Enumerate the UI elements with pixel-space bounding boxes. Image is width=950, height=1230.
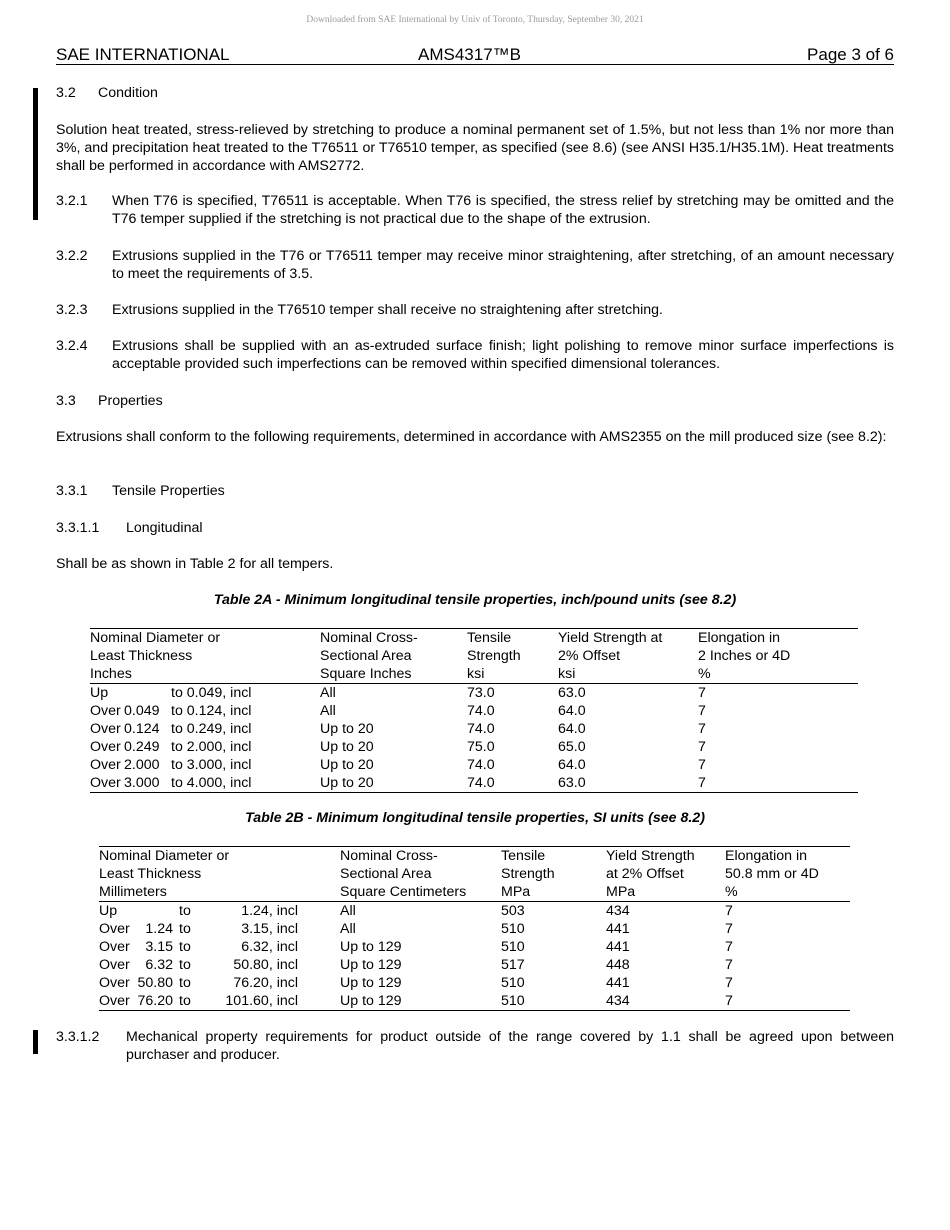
range-prefix: Over [90, 721, 121, 737]
cell-size-range [99, 938, 340, 956]
range-from: 0.249 [124, 739, 160, 755]
range-to: 50.80, incl [233, 957, 298, 973]
range-prefix: Over [99, 921, 130, 937]
column-header: ksi [558, 665, 698, 684]
cell-elongation: 7 [698, 739, 706, 755]
section-3-3-1-1-heading [56, 519, 894, 537]
page-header [56, 45, 894, 65]
column-header: Sectional Area [320, 648, 412, 664]
range-to-word: to [179, 957, 191, 973]
cell-elongation: 7 [725, 903, 733, 919]
column-header: ksi [467, 665, 558, 684]
cell-area: All [340, 921, 356, 937]
table-row [99, 992, 850, 1011]
section-title: Properties [98, 393, 163, 409]
range-from: 6.32 [145, 957, 173, 973]
range-to: 76.20, incl [233, 975, 298, 991]
range-from: 2.000 [124, 757, 160, 773]
range-prefix: Over [99, 975, 130, 991]
table-row [99, 938, 850, 956]
table-2b [99, 846, 850, 1011]
cell-elongation: 7 [725, 921, 733, 937]
cell-size-range [99, 974, 340, 992]
cell-area: Up to 20 [320, 757, 374, 773]
table-row [90, 684, 858, 703]
range-to: 1.24, incl [241, 903, 298, 919]
table-row [99, 974, 850, 992]
size-range [99, 938, 298, 956]
table-row [90, 756, 858, 774]
size-range [99, 992, 298, 1010]
range-prefix: Over [90, 739, 121, 755]
range-to: 101.60, incl [225, 993, 298, 1009]
range-from: 0.049 [124, 703, 160, 719]
section-number: 3.3.1.2 [56, 1029, 100, 1045]
column-header: Elongation in [725, 847, 850, 866]
cell-size-range [90, 684, 320, 703]
range-to: 6.32, incl [241, 939, 298, 955]
cell-elongation: 7 [725, 975, 733, 991]
table-row [90, 702, 858, 720]
size-range [90, 774, 251, 792]
section-3-2-2 [56, 247, 894, 283]
cell-size-range [99, 992, 340, 1011]
column-header: Nominal Cross- [320, 629, 467, 648]
cell-elongation: 7 [698, 774, 858, 793]
cell-tensile: 74.0 [467, 774, 558, 793]
cell-tensile: 517 [501, 957, 525, 973]
section-number: 3.3 [56, 393, 76, 409]
cell-area: Up to 20 [320, 721, 374, 737]
cell-size-range [99, 902, 340, 921]
cell-tensile: 74.0 [467, 721, 495, 737]
range-prefix: Over [99, 939, 130, 955]
section-number: 3.2.3 [56, 302, 88, 318]
cell-elongation: 7 [725, 957, 733, 973]
cell-tensile: 510 [501, 939, 525, 955]
cell-elongation: 7 [698, 757, 706, 773]
cell-yield: 65.0 [558, 739, 586, 755]
size-range [99, 902, 298, 920]
column-header: % [725, 883, 850, 902]
column-header: 50.8 mm or 4D [725, 866, 819, 882]
cell-area: Up to 129 [340, 939, 402, 955]
range-to-word: to [179, 921, 191, 937]
section-title: Condition [98, 85, 158, 101]
section-3-3-heading [56, 392, 894, 410]
section-3-2-4 [56, 337, 894, 373]
column-header: Least Thickness [99, 866, 202, 882]
header-doc-number: AMS4317™B [418, 45, 521, 64]
cell-size-range [99, 920, 340, 938]
cell-yield: 63.0 [558, 774, 698, 793]
range-prefix: Over [90, 703, 121, 719]
column-header: Square Inches [320, 665, 467, 684]
cell-area: Up to 20 [320, 739, 374, 755]
cell-size-range [90, 720, 320, 738]
column-header: Elongation in [698, 629, 858, 648]
download-notice: Downloaded from SAE International by Univ of Toronto, Thursday, September 30, 2021 [306, 15, 644, 25]
range-to: to 3.000, incl [171, 757, 252, 773]
column-header: Strength [501, 866, 555, 882]
column-header: Nominal Diameter or [90, 629, 320, 648]
section-number: 3.3.1.1 [56, 520, 100, 536]
cell-tensile: 74.0 [467, 757, 495, 773]
cell-area: All [320, 703, 336, 719]
range-to-word: to [179, 903, 191, 919]
column-header: Millimeters [99, 883, 340, 902]
cell-yield: 441 [606, 975, 630, 991]
range-to: 3.15, incl [241, 921, 298, 937]
section-title: Longitudinal [126, 520, 203, 536]
column-header: Tensile [467, 629, 558, 648]
column-header: Yield Strength at [558, 629, 698, 648]
size-range [90, 738, 251, 756]
cell-tensile: 510 [501, 992, 606, 1011]
cell-elongation: 7 [698, 721, 706, 737]
cell-yield: 441 [606, 939, 630, 955]
column-header: % [698, 665, 858, 684]
section-3-3-1-2 [56, 1028, 894, 1064]
table-row [99, 920, 850, 938]
cell-tensile: 503 [501, 903, 525, 919]
size-range [90, 684, 251, 702]
range-prefix: Up [90, 685, 109, 701]
cell-area: All [340, 903, 356, 919]
revision-bar [33, 88, 38, 220]
size-range [99, 974, 298, 992]
range-to-word: to [179, 993, 191, 1009]
range-to: to 0.249, incl [171, 721, 252, 737]
section-text: Extrusions supplied in the T76510 temper shall receive no straightening after stretching. [112, 302, 663, 318]
range-to-word: to [179, 975, 191, 991]
section-text: Extrusions supplied in the T76 or T76511 temper may receive minor straightening, after stretching, of an amount necessary to meet the requirements of 3.5. [112, 248, 894, 282]
cell-yield: 434 [606, 992, 725, 1011]
cell-elongation: 7 [725, 992, 850, 1011]
range-prefix: Over [99, 993, 130, 1009]
table-row [90, 738, 858, 756]
section-3-2-heading [56, 84, 894, 102]
section-3-2-1 [56, 192, 894, 228]
size-range [90, 702, 251, 720]
table-row [99, 902, 850, 921]
section-3-3-1-heading [56, 482, 894, 500]
cell-size-range [99, 956, 340, 974]
range-from: 3.000 [124, 775, 160, 791]
cell-size-range [90, 702, 320, 720]
range-to-word: to [179, 939, 191, 955]
range-prefix: Over [90, 775, 121, 791]
range-from: 76.20 [137, 993, 173, 1009]
range-to: to 4.000, incl [171, 775, 252, 791]
range-prefix: Up [99, 903, 118, 919]
column-header: 2% Offset [558, 648, 621, 664]
cell-area: Up to 20 [320, 774, 467, 793]
range-to: to 0.124, incl [171, 703, 252, 719]
cell-size-range [90, 738, 320, 756]
section-number: 3.3.1 [56, 483, 88, 499]
column-header: at 2% Offset [606, 866, 684, 882]
cell-yield: 64.0 [558, 703, 586, 719]
table-2a [90, 628, 858, 793]
cell-elongation: 7 [698, 703, 706, 719]
cell-yield: 63.0 [558, 685, 586, 701]
cell-elongation: 7 [725, 939, 733, 955]
column-header: MPa [501, 883, 606, 902]
section-number: 3.2.1 [56, 193, 88, 209]
cell-yield: 441 [606, 921, 630, 937]
column-header: Tensile [501, 847, 606, 866]
column-header: Yield Strength [606, 847, 725, 866]
section-title: Tensile Properties [112, 483, 225, 499]
cell-yield: 434 [606, 903, 630, 919]
range-to: to 2.000, incl [171, 739, 252, 755]
cell-tensile: 73.0 [467, 685, 495, 701]
range-from: 0.124 [124, 721, 160, 737]
size-range [99, 956, 298, 974]
range-from: 3.15 [145, 939, 173, 955]
column-header: Inches [90, 665, 320, 684]
cell-area: All [320, 685, 336, 701]
section-text: When T76 is specified, T76511 is acceptable. When T76 is specified, the stress relief by stretching may be omitted and the T76 temper supplied if the stretching is not practical due to the shape of the extrusion. [112, 193, 894, 227]
size-range [90, 720, 251, 738]
section-3-2-3 [56, 301, 894, 319]
cell-tensile: 75.0 [467, 739, 495, 755]
column-header: Strength [467, 648, 521, 664]
size-range [99, 920, 298, 938]
cell-tensile: 510 [501, 975, 525, 991]
cell-area: Up to 129 [340, 992, 501, 1011]
cell-yield: 64.0 [558, 721, 586, 737]
section-number: 3.2 [56, 85, 76, 101]
cell-size-range [90, 774, 320, 793]
range-prefix: Over [90, 757, 121, 773]
header-org: SAE INTERNATIONAL [56, 45, 230, 64]
column-header: 2 Inches or 4D [698, 648, 791, 664]
cell-tensile: 510 [501, 921, 525, 937]
column-header: Square Centimeters [340, 883, 501, 902]
range-from: 50.80 [137, 975, 173, 991]
table-row [99, 956, 850, 974]
range-prefix: Over [99, 957, 130, 973]
section-3-2-body: Solution heat treated, stress-relieved by stretching to produce a nominal permanent set of 1.5%, but not less than 1% nor more than 3%, and precipitation heat treated to the T76511 or T76510 temper, as specified (see 8.6) (see ANSI H35.1/H35.1M). Heat treatments shall be performed in accordance with AMS2772. [56, 122, 894, 174]
column-header: Nominal Diameter or [99, 847, 340, 866]
table-2a-caption: Table 2A - Minimum longitudinal tensile properties, inch/pound units (see 8.2) [213, 592, 737, 608]
range-to: to 0.049, incl [171, 685, 252, 701]
header-page-number: Page 3 of 6 [807, 45, 894, 64]
cell-size-range [90, 756, 320, 774]
section-number: 3.2.4 [56, 338, 88, 354]
section-text: Mechanical property requirements for product outside of the range covered by 1.1 shall be agreed upon between purchaser and producer. [126, 1029, 894, 1063]
column-header: Least Thickness [90, 648, 193, 664]
cell-area: Up to 129 [340, 975, 402, 991]
cell-area: Up to 129 [340, 957, 402, 973]
section-3-3-body: Extrusions shall conform to the following requirements, determined in accordance with AMS2355 on the mill produced size (see 8.2): [56, 429, 887, 445]
cell-yield: 64.0 [558, 757, 586, 773]
table-2b-caption: Table 2B - Minimum longitudinal tensile properties, SI units (see 8.2) [245, 810, 705, 826]
section-text: Extrusions shall be supplied with an as-extruded surface finish; light polishing to remove minor surface imperfections is acceptable provided such imperfections can be removed within specified dimensional tolerances. [112, 338, 894, 372]
section-3-3-1-1-body: Shall be as shown in Table 2 for all tempers. [56, 556, 334, 572]
cell-yield: 448 [606, 957, 630, 973]
revision-bar [33, 1030, 38, 1054]
section-number: 3.2.2 [56, 248, 88, 264]
column-header: MPa [606, 883, 725, 902]
cell-tensile: 74.0 [467, 703, 495, 719]
table-row [90, 774, 858, 793]
column-header: Sectional Area [340, 866, 432, 882]
range-from: 1.24 [145, 921, 173, 937]
table-row [90, 720, 858, 738]
column-header: Nominal Cross- [340, 847, 501, 866]
size-range [90, 756, 251, 774]
cell-elongation: 7 [698, 685, 706, 701]
